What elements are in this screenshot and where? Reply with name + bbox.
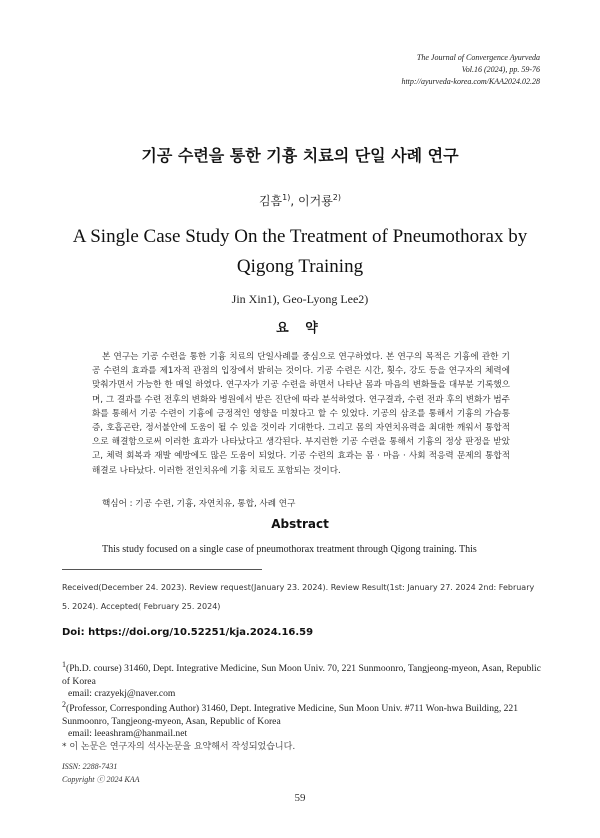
footnote-divider — [62, 569, 262, 570]
authors-korean — [0, 192, 600, 209]
paper-title-korean: 기공 수련을 통한 기흉 치료의 단일 사례 연구 — [141, 146, 459, 165]
affiliation-2-text: (Professor, Corresponding Author) 31460, Dept. Integrative Medicine, Sun Moon Univ. #711 Won-hwa Building, 221 Sunmoonro, Tangjeong-myeon, Asan, Republic of Korea — [62, 703, 519, 728]
journal-url: http://ayurveda-korea.com/KAA2024.02.28 — [401, 77, 540, 86]
abstract-english-body: This study focused on a single case of pneumothorax treatment through Qigong training. This — [102, 544, 477, 555]
issn: ISSN: 2288-7431 — [62, 762, 118, 771]
issn-block — [62, 760, 140, 786]
journal-header — [401, 52, 540, 88]
received-dates: Received(December 24. 2023). Review request(January 23. 2024). Review Result(1st: January 27. 2024 2nd: February 5. 2024). Accepted( February 25. 2024) — [62, 583, 535, 611]
affiliation-1 — [62, 658, 542, 688]
thesis-note: * 이 논문은 연구자의 석사논문을 요약해서 작성되었습니다. — [62, 742, 296, 752]
author-2-marker: 2) — [332, 193, 342, 202]
author-separator: , — [290, 194, 299, 208]
affiliation-2-marker: 2 — [62, 700, 66, 709]
copyright: Copyright ⓒ 2024 KAA — [62, 775, 140, 784]
paper-title-english: A Single Case Study On the Treatment of Pneumothorax by Qigong Training — [72, 226, 528, 277]
abstract-korean-body: 본 연구는 기공 수련을 통한 기흉 치료의 단일사례를 중심으로 연구하였다. 본 연구의 목적은 기흉에 관한 기공 수련의 효과를 제1자적 관점의 입장에서 밝히는 것이다. 기공 수련은 시간, 횟수, 강도 등을 연구자의 체력에 맞춰가면서 가능한 한 매일 하였다. 연구자가 기공 수련을 하면서 나타난 몸과 마음의 변화들을 대부분 기록했으며, 그 결과를 수련 전후의 변화와 병원에서 받은 진단에 따라 분석하였다. 연구결과, 수련 전과 후의 변화가 범주화를 통해서 기공 수련이 기흉에 긍정적인 영향을 미쳤다고 할 수 있었다. 기공의 삼조를 통해서 기흉의 가슴통증, 호흡곤란, 정서불안에 도움이 될 수 있을 것이라 기대한다. 그리고 몸의 자연치유력을 최대한 깨워서 통합적으로 해결함으로써 이러한 효과가 나타났다고 생각된다. 부지런한 기공 수련을 통해서 기흉의 정상 판정을 받았고, 체력 회복과 재발 예방에도 많은 도움이 되었다. 기공 수련의 효과는 몸 · 마음 · 사회 적응력 문제의 통합적 해결로 나타났다. 이러한 전인치유에 기흉 치료도 포함되는 것이다. — [92, 352, 510, 476]
affiliation-1-text: (Ph.D. course) 31460, Dept. Integrative Medicine, Sun Moon Univ. 70, 221 Sunmoonro, Tangjeong-myeon, Asan, Republic of Korea — [62, 663, 541, 688]
affiliation-1-email[interactable]: email: crazyekj@naver.com — [68, 688, 176, 699]
doi-link[interactable]: Doi: https://doi.org/10.52251/kja.2024.16.59 — [62, 627, 314, 638]
affiliation-2-email[interactable]: email: leeashram@hanmail.net — [68, 728, 188, 739]
abstract-korean-heading: 요 약 — [276, 321, 324, 336]
page-number: 59 — [294, 792, 306, 804]
affiliation-1-marker: 1 — [62, 660, 66, 669]
affiliation-2 — [62, 698, 542, 728]
author-2-name: 이거룡 — [298, 194, 333, 208]
keywords-korean: 핵심어 : 기공 수련, 기흉, 자연치유, 통합, 사례 연구 — [102, 499, 296, 509]
journal-name: The Journal of Convergence Ayurveda — [416, 53, 540, 62]
abstract-english-heading: Abstract — [271, 517, 329, 531]
author-1-marker: 1) — [282, 193, 291, 202]
journal-volume: Vol.16 (2024), pp. 59-76 — [461, 65, 540, 74]
authors-english: Jin Xin1), Geo-Lyong Lee2) — [231, 292, 369, 306]
author-1-name: 김흠 — [258, 194, 283, 208]
